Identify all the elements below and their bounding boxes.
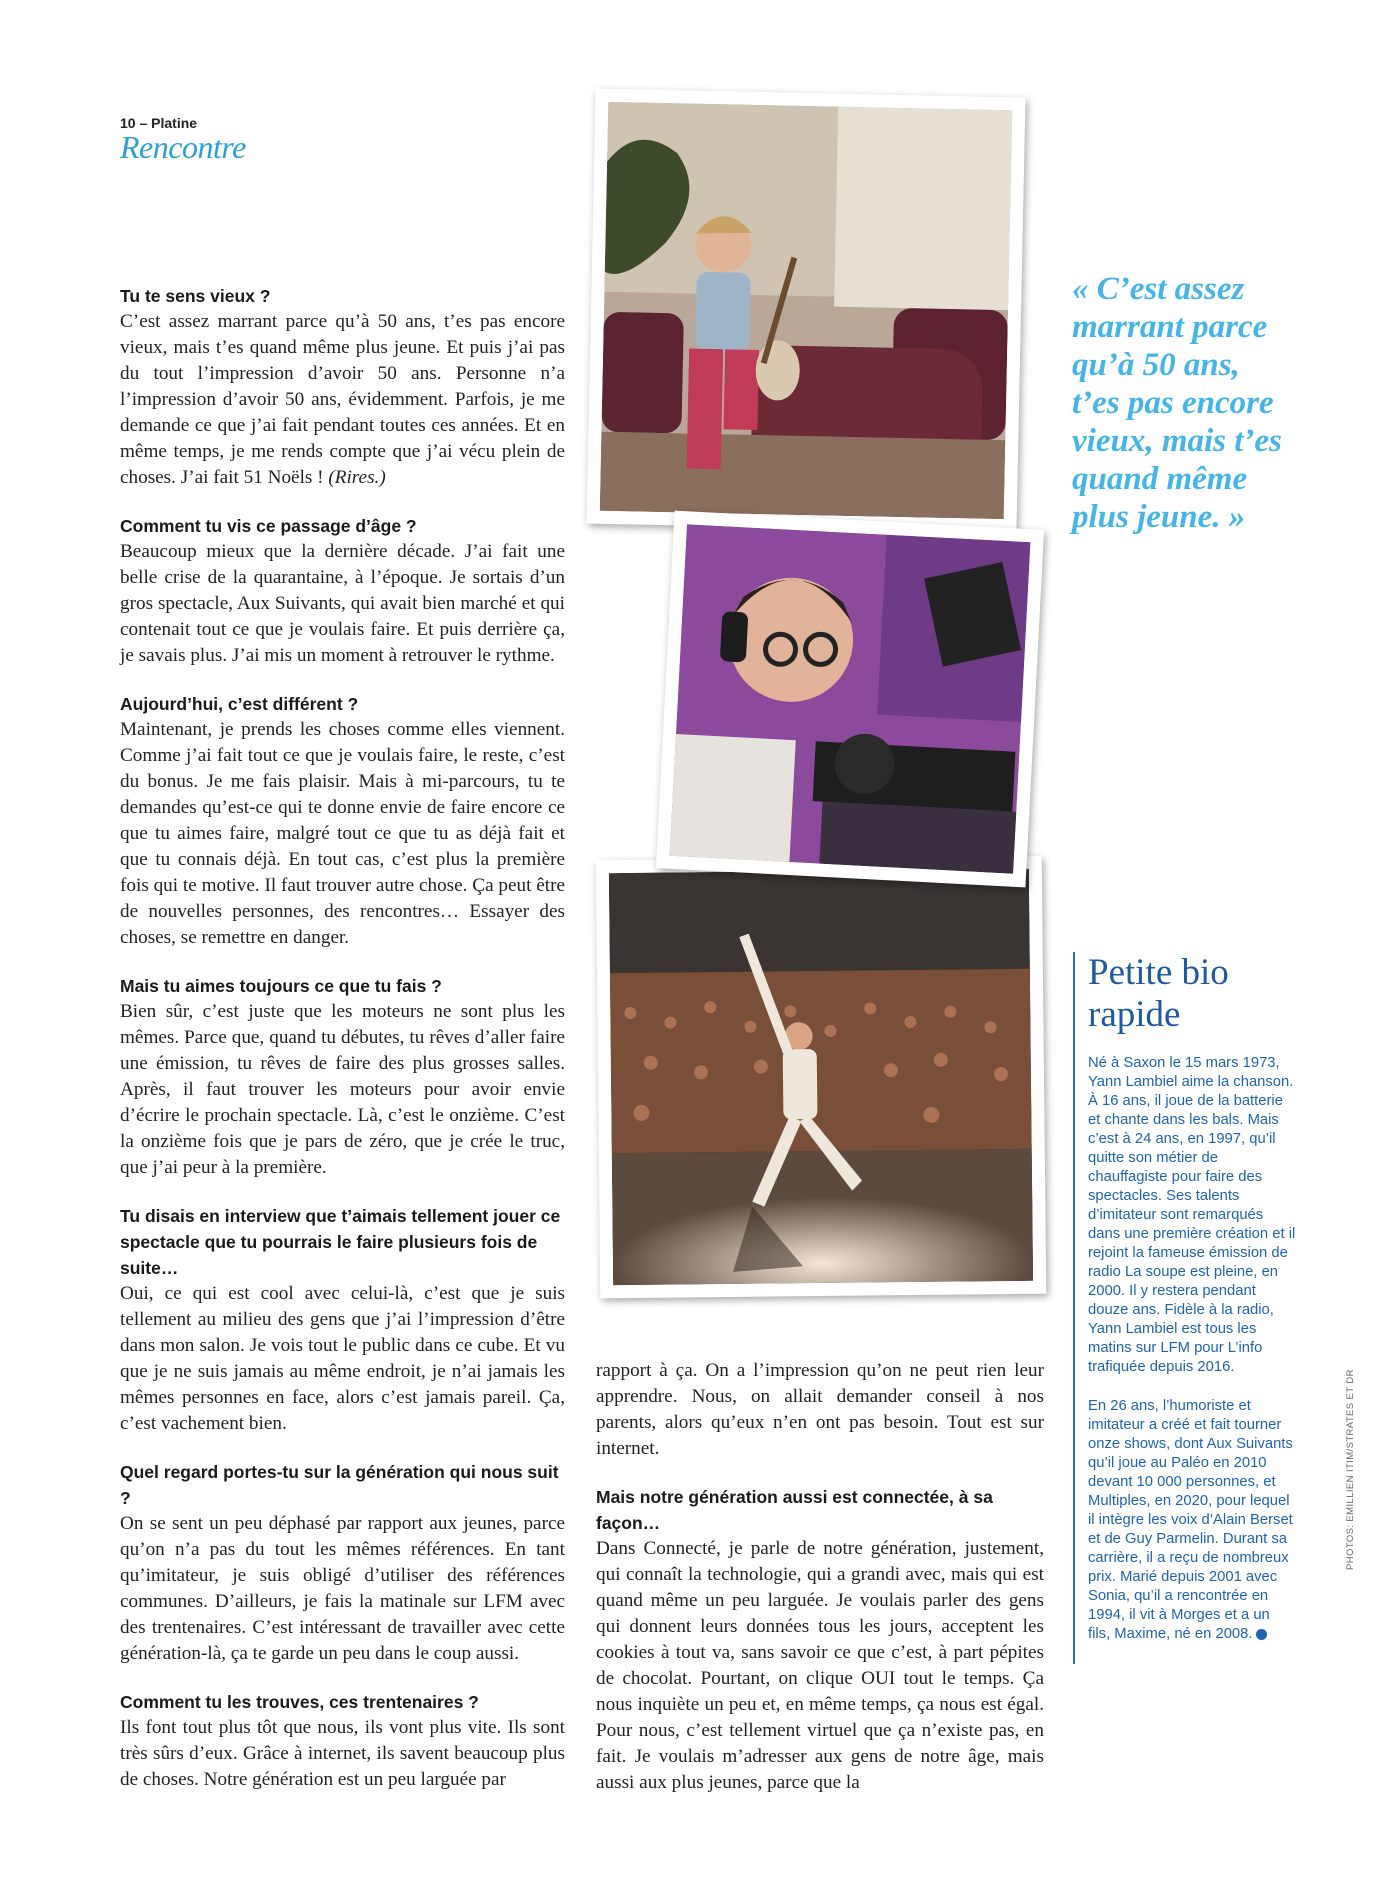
bio-paragraph <box>1088 1397 1296 1644</box>
stage-photo <box>596 856 1047 1299</box>
qa-block <box>120 973 565 1181</box>
answer: On se sent un peu déphasé par rapport aux jeunes, parce qu’on n’a pas du tout les mêmes références. En tant qu’imitateur, je suis obligé d’utiliser des références communes. D’ailleurs, je fais la matinale sur LFM avec des trentenaires. C’est intéressant de travailler avec cette génération-là, ça te garde un peu dans le coup aussi. <box>120 1513 565 1664</box>
continued-answer: rapport à ça. On a l’impression qu’on ne peut rien leur apprendre. Nous, on allait demander conseil à nos parents, alors qu’eux n’en ont pas besoin. Tout est sur internet. <box>596 1360 1044 1459</box>
bio-box <box>1073 952 1296 1664</box>
qa-block <box>120 513 565 669</box>
interview-column-2 <box>596 1358 1044 1818</box>
radio-studio-photo-image <box>670 524 1031 874</box>
page-number: 10 – Platine <box>120 115 198 131</box>
answer: Ils font tout plus tôt que nous, ils vont plus vite. Ils sont très sûrs d’eux. Grâce à internet, ils savent beaucoup plus de choses. Notre génération est un peu larguée par <box>120 1717 565 1790</box>
childhood-photo <box>586 89 1025 533</box>
question: Mais notre génération aussi est connectée, à sa façon… <box>596 1487 993 1533</box>
pull-quote: « C’est assez marrant parce qu’à 50 ans, t’es pas encore vieux, mais t’es quand même plus jeune. » <box>1072 271 1282 535</box>
bio-paragraph-text: En 26 ans, l’humoriste et imitateur a créé et fait tourner onze shows, dont Aux Suivants qu’il joue au Paléo en 2010 devant 10 000 personnes, et Multiples, en 2020, pour lequel il intègre les voix d’Alain Berset et de Guy Parmelin. Durant sa carrière, il a reçu de nombreux prix. Marié depuis 2001 avec Sonia, qu’il a rencontrée en 1994, il vit à Morges et a un fils, Maxime, né en 2008. <box>1088 1398 1293 1642</box>
answer: Maintenant, je prends les choses comme elles viennent. Comme j’ai fait tout ce que je voulais faire, le reste, c’est du bonus. Je me fais plaisir. Mais à mi-parcours, tu te demandes qu’est-ce qui te donne envie de faire encore ce que tu aimes faire, malgré tout ce que tu as déjà fait et que tu connais déjà. En tout cas, c’est plus la première fois qui te motive. Il faut trouver autre chose. Ça peut être de nouvelles personnes, des rencontres… Essayer des choses, se remettre en danger. <box>120 719 565 948</box>
question: Quel regard portes-tu sur la génération qui nous suit ? <box>120 1462 559 1508</box>
qa-block <box>120 283 565 491</box>
bio-text <box>1088 1054 1296 1644</box>
end-mark-icon <box>1256 1629 1267 1640</box>
answer-aside: (Rires.) <box>328 467 386 488</box>
page-header <box>120 115 246 166</box>
question: Tu te sens vieux ? <box>120 286 271 306</box>
answer-text: C’est assez marrant parce qu’à 50 ans, t’es pas encore vieux, mais t’es quand même plus jeune. Et puis j’ai pas du tout l’impression d’avoir 50 ans. Personne n’a l’impression d’avoir 50 ans, évidemment. Parfois, je me demande ce que j’ai fait pendant toutes ces années. Et en même temps, je me rends compte que j’ai vécu plein de choses. J’ai fait 51 Noëls ! <box>120 311 565 488</box>
question: Mais tu aimes toujours ce que tu fais ? <box>120 976 442 996</box>
qa-block <box>120 691 565 951</box>
answer: Oui, ce qui est cool avec celui-là, c’est que je suis tellement au milieu des gens que j’ai l’impression d’être dans mon salon. Je vois tout le public dans ce cube. Et vu que je ne suis jamais au même endroit, je n’ai jamais les mêmes personnes en face, alors c’est jamais pareil. Ça, c’est vachement bien. <box>120 1283 565 1434</box>
question: Comment tu vis ce passage d’âge ? <box>120 516 417 536</box>
stage-photo-image <box>609 869 1033 1285</box>
qa-block <box>120 1689 565 1793</box>
radio-studio-photo <box>656 511 1044 888</box>
bio-title: Petite bio rapide <box>1088 952 1229 1035</box>
bio-paragraph: Né à Saxon le 15 mars 1973, Yann Lambiel aime la chanson. À 16 ans, il joue de la batterie et chante dans les bals. Mais c’est à 24 ans, en 1997, qu’il quitte son métier de chauffagiste pour faire des spectacles. Ses talents d’imitateur sont remarqués dans une première création et il rejoint la fameuse émission de radio La soupe est pleine, en 2000. Il y restera pendant douze ans. Fidèle à la radio, Yann Lambiel est tous les matins sur LFM pour L’info trafiquée depuis 2016. <box>1088 1055 1296 1375</box>
question: Aujourd’hui, c’est différent ? <box>120 694 359 714</box>
question: Tu disais en interview que t’aimais tellement jouer ce spectacle que tu pourrais le faire plusieurs fois de suite… <box>120 1206 561 1278</box>
qa-block <box>596 1484 1044 1796</box>
childhood-photo-image <box>600 102 1012 519</box>
answer: Dans Connecté, je parle de notre génération, justement, qui connaît la technologie, qui a grandi avec, mais qui est quand même un peu larguée. Je voulais parler des gens qui donnent leurs données tous les jours, acceptent les cookies à tout va, sans savoir ce que c’est, à part pépites de chocolat. Pourtant, on clique OUI tout le temps. Ça nous inquiète un peu et, en même temps, ça nous est égal. Pour nous, c’est tellement virtuel que ça n’existe pas, en fait. Je voulais m’adresser aux gens de notre âge, mais aussi aux plus jeunes, parce que la <box>596 1538 1044 1793</box>
section-title: Rencontre <box>120 129 246 165</box>
question: Comment tu les trouves, ces trentenaires ? <box>120 1692 479 1712</box>
answer: Beaucoup mieux que la dernière décade. J’ai fait une belle crise de la quarantaine, à l’époque. Je sortais d’un gros spectacle, Aux Suivants, qui avait bien marché et qui contenait tout ce que je voulais faire. Et puis derrière ça, je savais plus. J’ai mis un moment à retrouver le rythme. <box>120 541 565 666</box>
photo-credit: PHOTOS: EMILLIEN ITIM/STRATES ET DR <box>1345 1369 1356 1570</box>
qa-block <box>120 1203 565 1437</box>
answer: Bien sûr, c’est juste que les moteurs ne sont plus les mêmes. Parce que, quand tu débutes, tu rêves d’aller faire une émission, tu rêves de faire des plus grosses salles. Après, il faut trouver les moteurs pour avoir envie d’écrire le prochain spectacle. Là, c’est le onzième. C’est la onzième fois que je pars de zéro, que je crée le truc, que j’ai peur à la première. <box>120 1001 565 1178</box>
answer <box>120 309 565 491</box>
qa-block <box>120 1459 565 1667</box>
interview-column-1 <box>120 283 565 1815</box>
